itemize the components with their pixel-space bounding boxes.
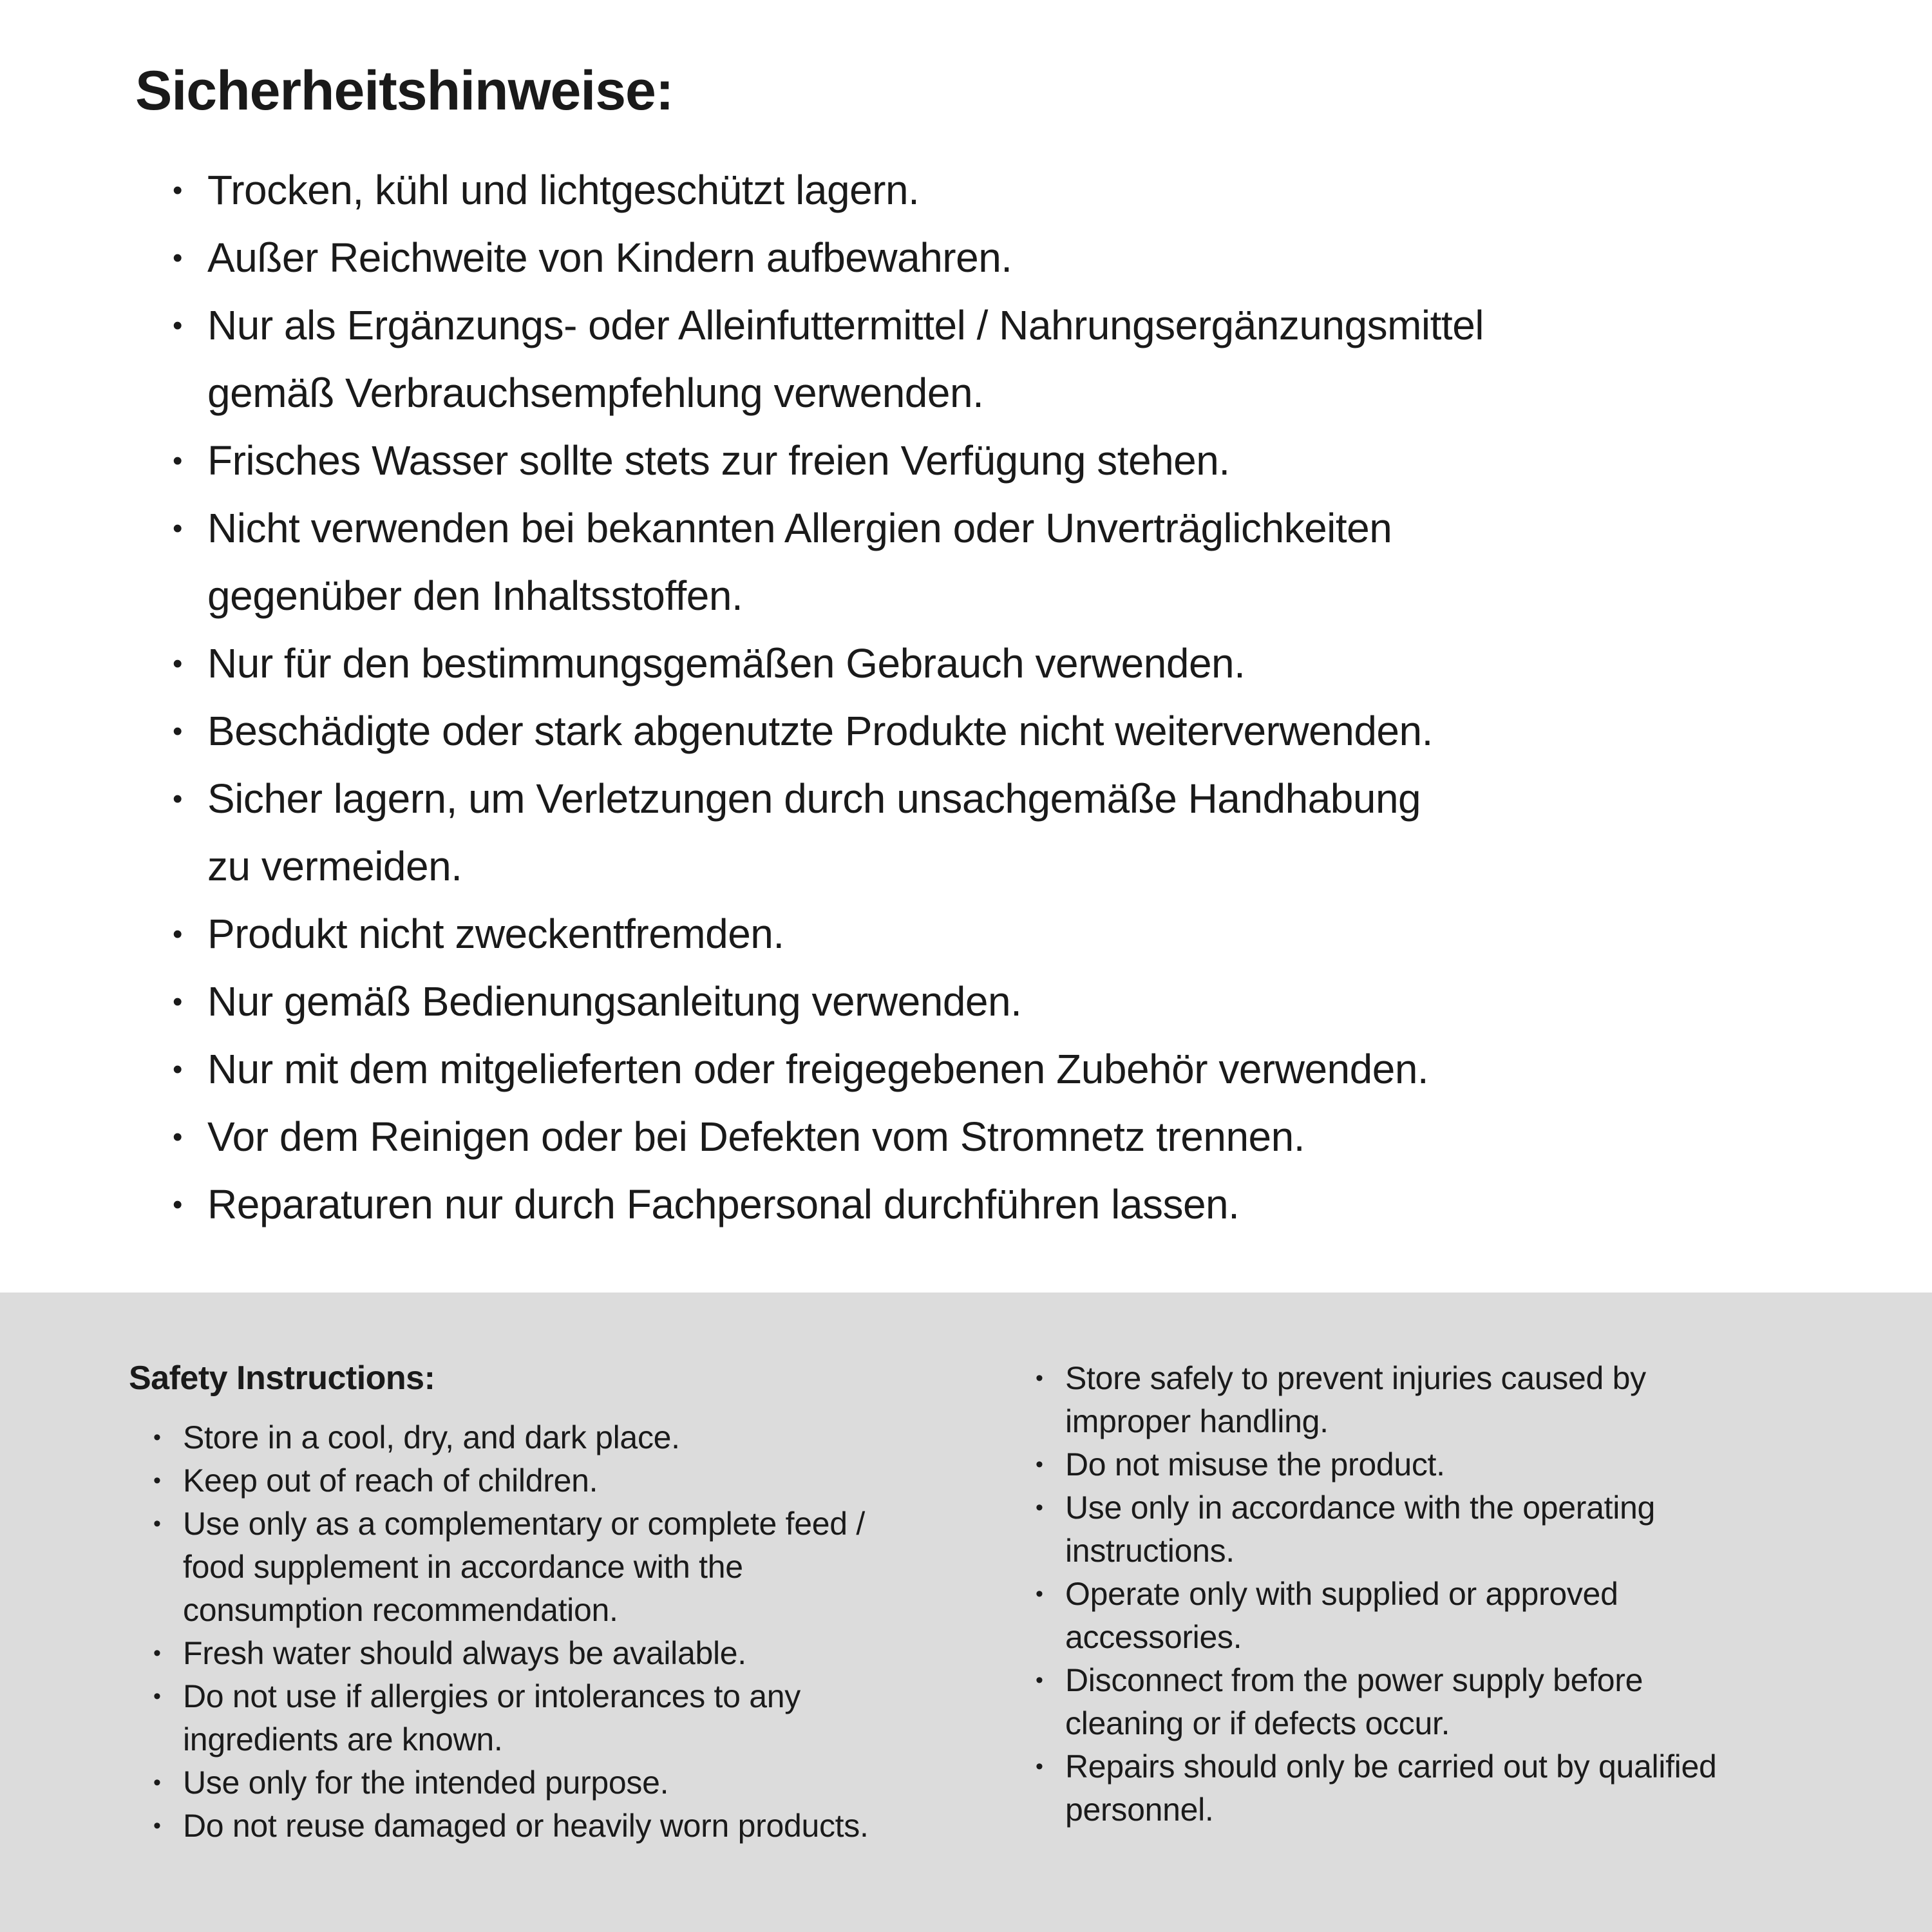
- list-item: [153, 1459, 1011, 1502]
- bullet-marker-icon: •: [153, 1641, 161, 1665]
- list-item-text: [1065, 1357, 1874, 1443]
- text-line: Nur mit dem mitgelieferten oder freigegebenen Zubehör verwenden.: [207, 1045, 1429, 1092]
- bullet-marker-icon: •: [1036, 1495, 1043, 1520]
- list-item-text: [1065, 1745, 1874, 1832]
- list-item: [173, 1103, 1868, 1171]
- english-section: [0, 1293, 1932, 1932]
- bullet-marker-icon: •: [1036, 1452, 1043, 1477]
- text-line: consumption recommendation.: [183, 1592, 618, 1628]
- text-line: Reparaturen nur durch Fachpersonal durchführen lassen.: [207, 1180, 1240, 1227]
- text-line: gemäß Verbrauchsempfehlung verwenden.: [207, 369, 984, 416]
- bullet-marker-icon: •: [153, 1425, 161, 1450]
- bullet-marker-icon: •: [153, 1684, 161, 1709]
- list-item: [173, 495, 1868, 630]
- text-line: Nur gemäß Bedienungsanleitung verwenden.: [207, 978, 1022, 1025]
- list-item: [153, 1416, 1011, 1459]
- bullet-marker-icon: •: [173, 985, 182, 1018]
- list-item-text: [207, 495, 1868, 630]
- english-heading: Safety Instructions:: [129, 1359, 435, 1397]
- list-item-text: [207, 1103, 1868, 1171]
- bullet-marker-icon: •: [173, 444, 182, 477]
- bullet-marker-icon: •: [173, 715, 182, 747]
- list-item: [173, 1171, 1868, 1238]
- list-item-text: [207, 968, 1868, 1036]
- text-line: Frisches Wasser sollte stets zur freien Verfügung stehen.: [207, 437, 1230, 484]
- text-line: Use only as a complementary or complete feed /: [183, 1506, 865, 1542]
- list-item-text: [207, 292, 1868, 427]
- english-right-column: [1011, 1357, 1874, 1932]
- list-item-text: [183, 1675, 1011, 1761]
- bullet-marker-icon: •: [1036, 1582, 1043, 1606]
- text-line: Außer Reichweite von Kindern aufbewahren.: [207, 234, 1012, 281]
- list-item-text: [183, 1459, 1011, 1502]
- bullet-marker-icon: •: [173, 1188, 182, 1220]
- text-line: Store in a cool, dry, and dark place.: [183, 1419, 680, 1455]
- list-item-text: [1065, 1443, 1874, 1486]
- list-item: [1036, 1357, 1874, 1443]
- text-line: Fresh water should always be available.: [183, 1635, 746, 1671]
- bullet-marker-icon: •: [1036, 1668, 1043, 1692]
- bullet-marker-icon: •: [1036, 1366, 1043, 1390]
- bullet-marker-icon: •: [173, 1121, 182, 1153]
- text-line: Vor dem Reinigen oder bei Defekten vom Stromnetz trennen.: [207, 1113, 1305, 1160]
- list-item: [153, 1632, 1011, 1675]
- list-item-text: [207, 900, 1868, 968]
- german-heading: Sicherheitshinweise:: [135, 60, 674, 122]
- list-item: [1036, 1486, 1874, 1573]
- list-item-text: [207, 224, 1868, 292]
- list-item-text: [207, 630, 1868, 697]
- list-item: [173, 156, 1868, 224]
- list-item: [173, 1036, 1868, 1103]
- english-left-column: [129, 1357, 1011, 1932]
- text-line: Trocken, kühl und lichtgeschützt lagern.: [207, 166, 920, 213]
- text-line: personnel.: [1065, 1792, 1214, 1828]
- bullet-marker-icon: •: [173, 242, 182, 274]
- list-item: [1036, 1573, 1874, 1659]
- text-line: Operate only with supplied or approved: [1065, 1576, 1618, 1612]
- list-item-text: [1065, 1573, 1874, 1659]
- text-line: Keep out of reach of children.: [183, 1463, 598, 1499]
- text-line: Store safely to prevent injuries caused by: [1065, 1360, 1646, 1396]
- list-item-text: [207, 697, 1868, 765]
- list-item-text: [183, 1632, 1011, 1675]
- bullet-marker-icon: •: [173, 647, 182, 679]
- text-line: food supplement in accordance with the: [183, 1549, 743, 1585]
- text-line: gegenüber den Inhaltsstoffen.: [207, 572, 743, 619]
- list-item: [153, 1804, 1011, 1848]
- list-item: [173, 900, 1868, 968]
- text-line: Nur als Ergänzungs- oder Alleinfuttermittel / Nahrungsergänzungsmittel: [207, 301, 1484, 348]
- text-line: Repairs should only be carried out by qualified: [1065, 1748, 1717, 1785]
- list-item: [173, 427, 1868, 495]
- list-item-text: [183, 1804, 1011, 1848]
- text-line: Produkt nicht zweckentfremden.: [207, 910, 784, 957]
- text-line: Use only for the intended purpose.: [183, 1765, 669, 1801]
- bullet-marker-icon: •: [153, 1511, 161, 1536]
- list-item-text: [207, 427, 1868, 495]
- list-item: [153, 1761, 1011, 1804]
- bullet-marker-icon: •: [1036, 1754, 1043, 1779]
- list-item-text: [207, 1171, 1868, 1238]
- german-bullet-list: [173, 156, 1868, 1238]
- list-item: [1036, 1745, 1874, 1832]
- bullet-marker-icon: •: [173, 512, 182, 544]
- list-item-text: [1065, 1486, 1874, 1573]
- text-line: ingredients are known.: [183, 1721, 503, 1757]
- list-item-text: [1065, 1659, 1874, 1745]
- list-item: [173, 292, 1868, 427]
- text-line: Use only in accordance with the operating: [1065, 1490, 1656, 1526]
- list-item-text: [183, 1502, 1011, 1632]
- list-item-text: [183, 1416, 1011, 1459]
- list-item: [173, 968, 1868, 1036]
- text-line: Sicher lagern, um Verletzungen durch unsachgemäße Handhabung: [207, 775, 1421, 822]
- text-line: Nur für den bestimmungsgemäßen Gebrauch verwenden.: [207, 639, 1245, 687]
- bullet-marker-icon: •: [153, 1814, 161, 1838]
- bullet-marker-icon: •: [173, 174, 182, 206]
- bullet-marker-icon: •: [173, 1053, 182, 1085]
- bullet-marker-icon: •: [153, 1770, 161, 1795]
- english-left-list: [153, 1416, 1011, 1848]
- text-line: Do not misuse the product.: [1065, 1446, 1445, 1482]
- text-line: cleaning or if defects occur.: [1065, 1705, 1450, 1741]
- list-item-text: [183, 1761, 1011, 1804]
- text-line: zu vermeiden.: [207, 842, 462, 889]
- text-line: Nicht verwenden bei bekannten Allergien oder Unverträglichkeiten: [207, 504, 1392, 551]
- list-item: [173, 224, 1868, 292]
- text-line: Do not use if allergies or intolerances to any: [183, 1678, 800, 1714]
- text-line: improper handling.: [1065, 1403, 1329, 1439]
- list-item: [1036, 1659, 1874, 1745]
- list-item-text: [207, 156, 1868, 224]
- english-right-list: [1036, 1357, 1874, 1832]
- bullet-marker-icon: •: [173, 309, 182, 341]
- list-item: [153, 1502, 1011, 1632]
- list-item-text: [207, 1036, 1868, 1103]
- bullet-marker-icon: •: [173, 782, 182, 815]
- list-item-text: [207, 765, 1868, 900]
- text-line: Disconnect from the power supply before: [1065, 1662, 1643, 1698]
- text-line: Beschädigte oder stark abgenutzte Produkte nicht weiterverwenden.: [207, 707, 1433, 754]
- list-item: [173, 765, 1868, 900]
- text-line: Do not reuse damaged or heavily worn products.: [183, 1808, 869, 1844]
- bullet-marker-icon: •: [153, 1468, 161, 1493]
- text-line: accessories.: [1065, 1619, 1242, 1655]
- list-item: [1036, 1443, 1874, 1486]
- text-line: instructions.: [1065, 1533, 1235, 1569]
- list-item: [173, 697, 1868, 765]
- bullet-marker-icon: •: [173, 918, 182, 950]
- list-item: [173, 630, 1868, 697]
- list-item: [153, 1675, 1011, 1761]
